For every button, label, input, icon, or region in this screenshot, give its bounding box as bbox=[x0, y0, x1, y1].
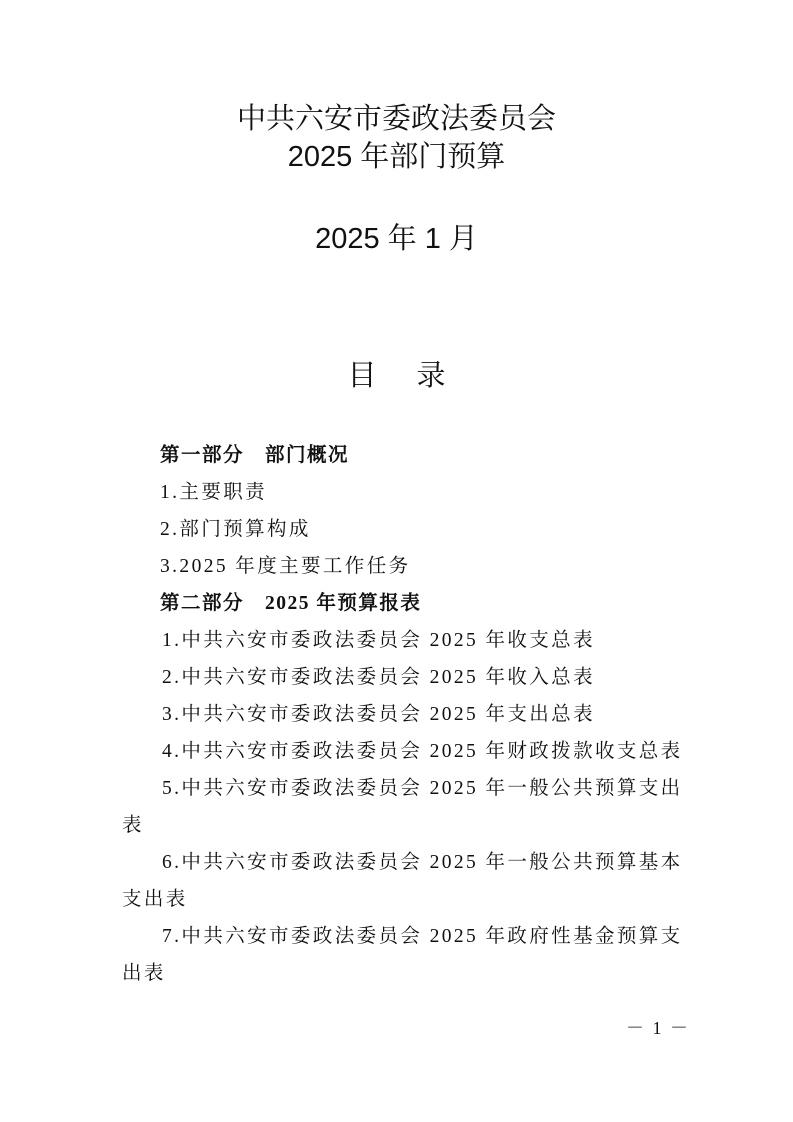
toc-item: 1.中共六安市委政法委员会 2025 年收支总表 bbox=[162, 630, 595, 651]
toc-item: 6.中共六安市委政法委员会 2025 年一般公共预算基本 bbox=[162, 852, 683, 873]
toc-item-continuation: 出表 bbox=[122, 963, 166, 984]
toc-item: 1.主要职责 bbox=[160, 482, 268, 503]
toc-item: 3.中共六安市委政法委员会 2025 年支出总表 bbox=[162, 704, 595, 725]
document-title-line2: 2025 年部门预算 bbox=[287, 141, 506, 173]
document-title-line1: 中共六安市委政法委员会 bbox=[236, 103, 556, 135]
toc-part2-heading: 第二部分 2025 年预算报表 bbox=[160, 593, 422, 614]
toc-item-continuation: 支出表 bbox=[122, 889, 188, 910]
toc-part1-heading: 第一部分 部门概况 bbox=[160, 445, 350, 466]
toc-item: 2.中共六安市委政法委员会 2025 年收入总表 bbox=[162, 667, 595, 688]
toc-item: 5.中共六安市委政法委员会 2025 年一般公共预算支出 bbox=[162, 778, 683, 799]
toc-item: 2.部门预算构成 bbox=[160, 519, 311, 540]
toc-item: 7.中共六安市委政法委员会 2025 年政府性基金预算支 bbox=[162, 926, 683, 947]
toc-heading: 目录 bbox=[347, 360, 486, 392]
toc-item-continuation: 表 bbox=[122, 815, 144, 836]
page-number: － 1 － bbox=[626, 1018, 690, 1038]
document-date: 2025 年 1 月 bbox=[315, 223, 478, 255]
toc-item: 3.2025 年度主要工作任务 bbox=[160, 556, 411, 577]
toc-item: 4.中共六安市委政法委员会 2025 年财政拨款收支总表 bbox=[162, 741, 683, 762]
